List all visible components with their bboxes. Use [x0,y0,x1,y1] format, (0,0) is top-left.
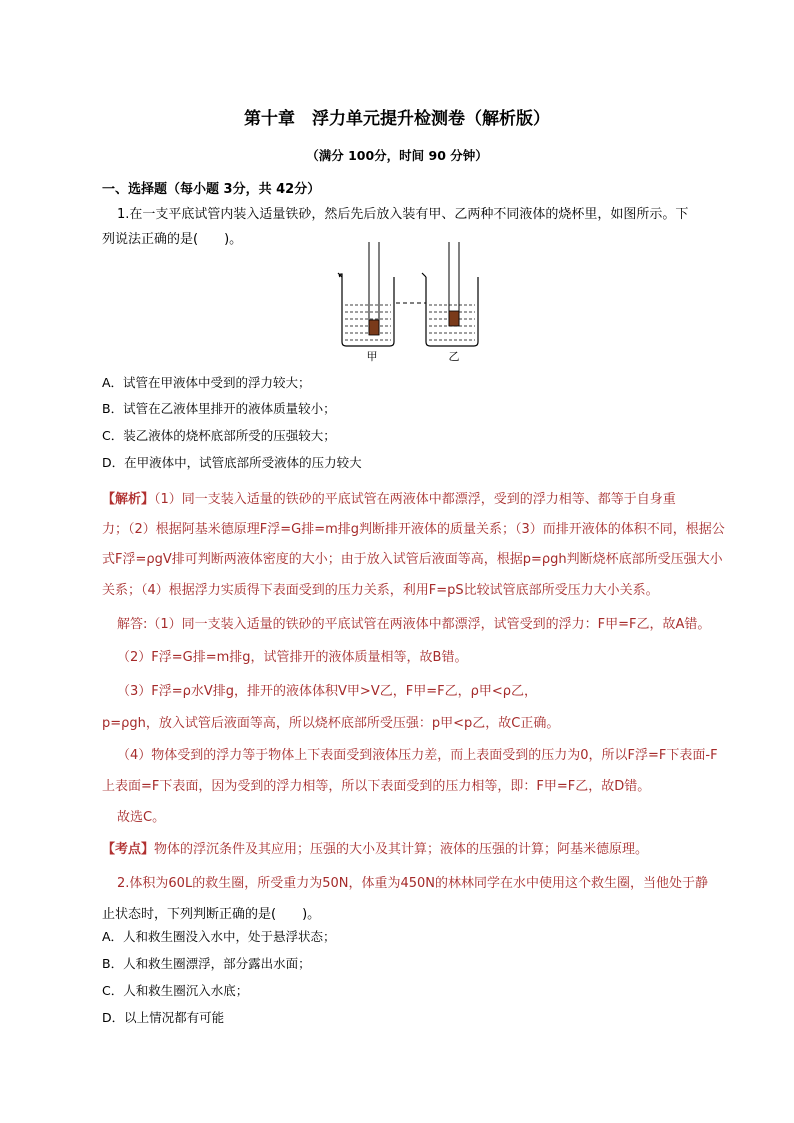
q1-stem-line-1: 1.在一支平底试管内装入适量铁砂，然后先后放入装有甲、乙两种不同液体的烧杯里，如图所示。下 [117,207,689,222]
q1-analysis-line-4: 关系；（4）根据浮力实质得下表面受到的压力关系，利用F=pS比较试管底部所受压力大小关系。 [102,583,659,598]
page-subtitle: （满分 100分，时间 90 分钟） [306,148,488,163]
q1-analysis-line-1 [102,488,676,507]
page-title: 第十章 浮力单元提升检测卷（解析版） [244,109,550,129]
figure-label-jia: 甲 [366,350,378,363]
q2-option-b: B．人和救生圈漂浮，部分露出水面； [102,956,311,971]
q2-option-d: D．以上情况都有可能 [102,1010,225,1025]
q1-solution-line-4: p=ρgh，放入试管后液面等高，所以烧杯底部所受压强：p甲<p乙，故C正确。 [102,716,560,731]
q1-solution-line-2: （2）F浮=G排=m排g，试管排开的液体质量相等，故B错。 [117,650,468,665]
q1-option-c: C．装乙液体的烧杯底部所受的压强较大； [102,428,336,443]
keypoint-tag: 【考点】 [102,842,155,857]
q1-solution-line-1: 解答:（1）同一支装入适量的铁砂的平底试管在两液体中都漂浮，试管受到的浮力：F甲=F乙，故A错。 [117,617,711,632]
beakers-figure [330,232,480,367]
figure-label-yi: 乙 [448,350,460,363]
section-heading: 一、选择题（每小题 3分，共 42分） [102,182,321,197]
q1-solution-line-5: （4）物体受到的浮力等于物体上下表面受到液体压力差，而上表面受到的压力为0，所以F浮=F下表面-F [117,748,718,763]
liquid-a [345,305,391,340]
q1-option-b: B．试管在乙液体里排开的液体质量较小； [102,401,336,416]
q1-solution-line-6: 上表面=F下表面，因为受到的浮力相等，所以下表面受到的压力相等，即：F甲=F乙，故D错。 [102,779,651,794]
q1-stem-line-2: 列说法正确的是( )。 [102,232,243,247]
q2-stem-line-1: 2.体积为60L的救生圈，所受重力为50N，体重为450N的林林同学在水中使用这个救生圈，当他处于静 [117,876,708,891]
q1-keypoint [102,838,648,857]
q2-option-a: A．人和救生圈没入水中，处于悬浮状态； [102,929,336,944]
q1-option-d: D．在甲液体中，试管底部所受液体的压力较大 [102,455,362,470]
q2-stem-line-2: 止状态时，下列判断正确的是( )。 [102,907,321,922]
keypoint-text: 物体的浮沉条件及其应用；压强的大小及其计算；液体的压强的计算；阿基米德原理。 [154,842,649,857]
q1-analysis-line-3: 式F浮=ρgV排可判断两液体密度的大小；由于放入试管后液面等高，根据p=ρgh判断烧杯底部所受压强大小 [102,552,723,567]
q2-option-c: C．人和救生圈沉入水底； [102,983,249,998]
q1-analysis-line-2: 力；（2）根据阿基米德原理F浮=G排=m排g判断排开液体的质量关系；（3）而排开液体的体积不同，根据公 [102,522,725,537]
beaker-a [338,273,394,346]
q1-solution-line-3: （3）F浮=ρ水V排g，排开的液体体积V甲>V乙，F甲=F乙，ρ甲<ρ乙， [117,684,537,699]
q1-solution-line-7: 故选C。 [117,810,166,825]
beaker-b [422,273,478,346]
q1-option-a: A．试管在甲液体中受到的浮力较大； [102,375,311,390]
analysis-tag: 【解析】 [102,492,155,507]
analysis-text-1: （1）同一支装入适量的铁砂的平底试管在两液体中都漂浮，受到的浮力相等、都等于自身重 [154,492,676,507]
test-tube-b [449,242,459,326]
test-tube-a [369,242,379,335]
